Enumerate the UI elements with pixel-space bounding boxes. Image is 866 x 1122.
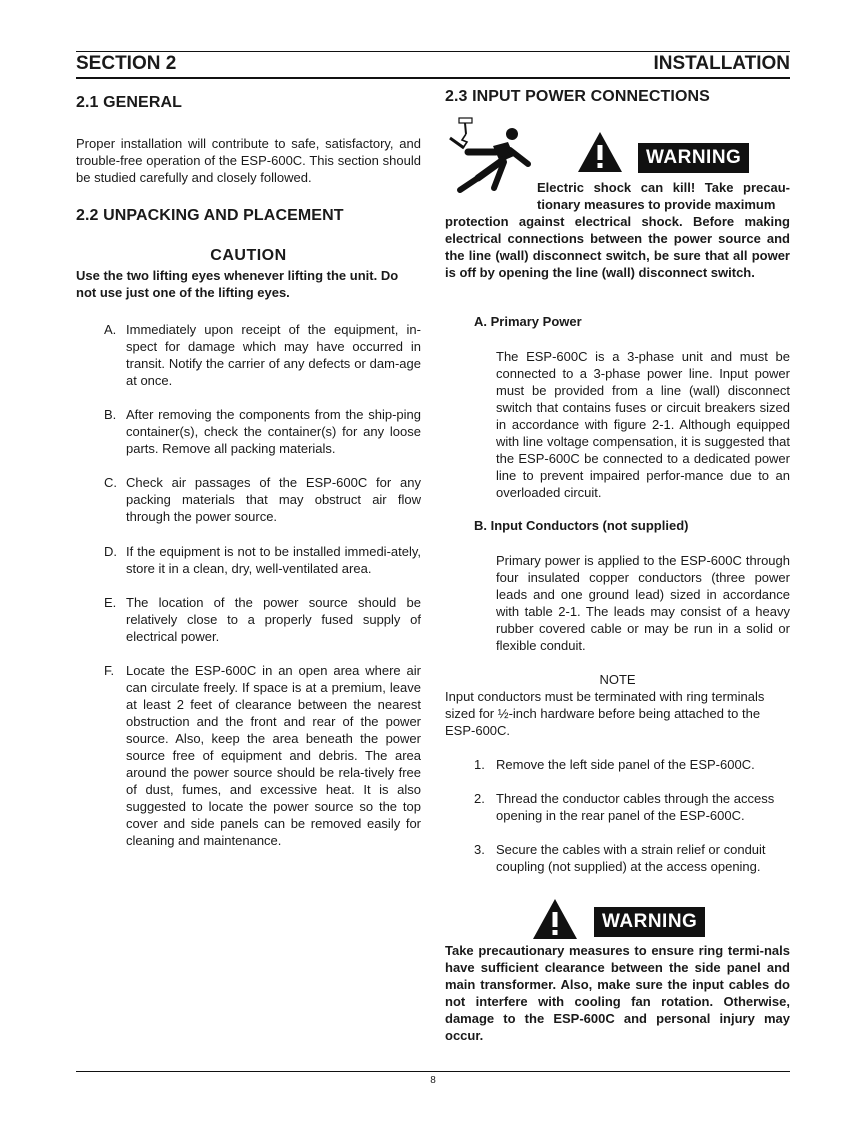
caution-text: Use the two lifting eyes whenever lifting the unit. Do not use just one of the lifting eyes. <box>76 268 399 300</box>
item-text: Check air passages of the ESP-600C for any packing materials that may obstruct air flow through the power source. <box>126 475 421 524</box>
note-text: Input conductors must be terminated with ring terminals sized for ½-inch hardware before being attached to the ESP-600C. <box>445 689 765 738</box>
warning-text-a: Electric shock can kill! Take precau-tionary measures to provide maximum <box>537 180 790 212</box>
input-conductors-text: Primary power is applied to the ESP-600C through four insulated copper conductors (three power leads and one ground lead) sized in accordance with table 2-1. The leads may consist of a heavy rubber covered cable or may be run in a solid or flexible conduit. <box>496 553 790 653</box>
list-item <box>104 474 421 525</box>
step-label: 3. <box>474 842 485 857</box>
warning-triangle-icon <box>532 898 578 940</box>
item-label: D. <box>104 544 117 559</box>
top-rule <box>76 51 790 52</box>
list-item <box>474 790 790 824</box>
warning-triangle-icon <box>577 131 623 173</box>
general-heading: 2.1 GENERAL <box>76 94 183 111</box>
warning-badge: WARNING <box>638 143 749 173</box>
primary-power-text: The ESP-600C is a 3-phase unit and must be connected to a 3-phase power line. Input power must be provided from a line (wall) disconnect switch that contains fuses or circuit breakers sized in accordance with figure 2-1. Although equipped with line voltage compensation, it is suggested that the ESP-600C be connected to a dedicated power line to prevent impaired perfor-mance due to an overloaded circuit. <box>496 349 790 500</box>
unpacking-heading: 2.2 UNPACKING AND PLACEMENT <box>76 207 344 224</box>
list-item <box>104 594 421 645</box>
section-header <box>76 53 790 79</box>
list-item <box>474 756 790 773</box>
step-label: 1. <box>474 757 485 772</box>
section-number: SECTION 2 <box>76 53 177 74</box>
bottom-rule <box>76 1071 790 1072</box>
step-text: Remove the left side panel of the ESP-600C. <box>496 757 755 772</box>
step-label: 2. <box>474 791 485 806</box>
step-text: Secure the cables with a strain relief or conduit coupling (not supplied) at the access opening. <box>496 842 766 874</box>
item-label: A. <box>104 322 117 337</box>
list-item <box>104 406 421 457</box>
warning-badge: WARNING <box>594 907 705 937</box>
warning-text-b: protection against electrical shock. Before making electrical connections between the power source and the line (wall) disconnect switch, be sure that all power is off by opening the line (wall) disconnect switch. <box>445 214 790 280</box>
item-label: E. <box>104 595 117 610</box>
item-text: If the equipment is not to be installed immedi-ately, store it in a clean, dry, well-ventilated area. <box>126 544 421 576</box>
item-label: C. <box>104 475 117 490</box>
item-text: After removing the components from the ship-ping container(s), check the container(s) for any loose parts. Remove all packing materials. <box>126 407 421 456</box>
item-text: Immediately upon receipt of the equipment, in-spect for damage which may have occurred in transit. Notify the carrier of any defects or dam-age at once. <box>126 322 421 388</box>
general-text: Proper installation will contribute to safe, satisfactory, and trouble-free operation of the ESP-600C. This section should be studied carefully and closely followed. <box>76 136 421 185</box>
item-label: B. <box>104 407 117 422</box>
step-text: Thread the conductor cables through the access opening in the rear panel of the ESP-600C. <box>496 791 775 823</box>
input-conductors-heading: B. Input Conductors (not supplied) <box>474 518 689 533</box>
item-label: F. <box>104 663 115 678</box>
page-number: 8 <box>430 1075 436 1086</box>
item-text: The location of the power source should be relatively close to a properly fused supply of electrical power. <box>126 595 421 644</box>
list-item <box>104 662 421 849</box>
list-item <box>474 841 790 875</box>
warning-text: Take precautionary measures to ensure ring termi-nals have sufficient clearance between the side panel and main transformer. Also, make sure the input cables do not interfere with cooling fan rotation. Otherwise, damage to the ESP-600C and personal injury may occur. <box>445 943 790 1043</box>
caution-title: CAUTION <box>210 247 287 264</box>
input-power-heading: 2.3 INPUT POWER CONNECTIONS <box>445 88 710 105</box>
primary-power-heading: A. Primary Power <box>474 314 582 329</box>
electric-shock-icon <box>448 116 534 200</box>
list-item <box>104 543 421 577</box>
section-title: INSTALLATION <box>653 53 790 74</box>
note-title: NOTE <box>599 672 636 687</box>
item-text: Locate the ESP-600C in an open area where air can circulate freely. If space is at a premium, leave at least 2 feet of clearance between the nearest obstruction and the front and rear of the power source. Also, keep the area beneath the power source free of equipment and debris. The area around the power source should be rela-tively free of dust, fumes, and excessive heat. It is also suggested to locate the power source so the top cover and side panels can be removed easily for cleaning and maintenance. <box>126 663 421 848</box>
list-item <box>104 321 421 389</box>
